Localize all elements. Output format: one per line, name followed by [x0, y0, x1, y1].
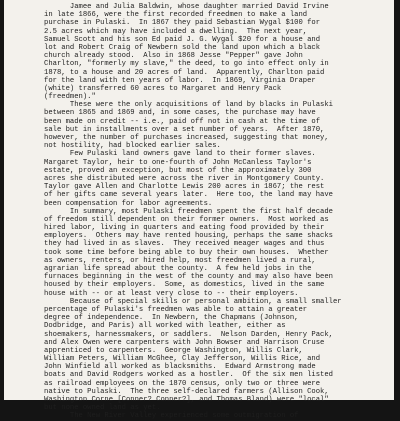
document-page: [4, 0, 394, 421]
text-line: hired labor, living in quarters and eating food provided by their: [44, 224, 325, 233]
text-line: took some time before being able to buy their own houses. Whether: [44, 248, 329, 257]
text-line: but none owned land as yet.: [44, 404, 161, 413]
text-line: purchase in Pulaski. In 1867 they paid Sebastian Wygal $100 for: [44, 19, 321, 28]
text-line: as owners, renters, or hired help, most freedmen lived a rural,: [44, 256, 316, 265]
text-line: been compensation for labor agreements.: [44, 199, 213, 208]
text-line: Margaret Taylor, heir to one-fourth of John McCanless Taylor's: [44, 158, 312, 167]
text-line: native to Pulaski. The three self-declared farmers (Allison Cook,: [44, 387, 329, 396]
text-line: furnaces beginning in the west of the county and may also have been: [44, 273, 333, 282]
text-line: for the land with ten years of labor. In 1869, Virginia Draper: [44, 76, 316, 85]
text-line: boats and David Rodgers worked as a hostler. Of the six men listed: [44, 371, 333, 380]
text-line: employers. Others may have rented housing, perhaps the same shacks: [44, 232, 333, 241]
text-line: John Winfield all worked as blacksmiths. Edward Armstrong made: [44, 363, 316, 372]
text-line: been made on credit -- i.e., paid off not in cash at the time of: [44, 117, 321, 126]
text-line: they had lived in as slaves. They received meager wages and thus: [44, 240, 325, 249]
text-line: degree of independence. In Newbern, the Chapmans (Johnson,: [44, 314, 299, 323]
text-line: Few Pulaski land owners gave land to their former slaves.: [44, 150, 316, 159]
text-line: as railroad employees on the 1870 census, only two or three were: [44, 379, 321, 388]
text-line: The New River Valley experienced some outmigration of: [44, 412, 299, 421]
text-line: house with -- or at least very close to -- their employers.: [44, 289, 299, 298]
text-line: between 1865 and 1869 and, in some cases, the purchase may have: [44, 109, 316, 118]
text-line: 1878, to a house and 20 acres of land. Apparently, Charlton paid: [44, 68, 325, 77]
text-line: however, the number of purchases increased, suggesting that money,: [44, 134, 329, 142]
text-line: shoemakers, harnessmakers, or saddlers. Nelson Darden, Henry Pack,: [44, 330, 333, 339]
text-line: estate, proved an exception, but most of the approximately 300: [44, 166, 312, 175]
text-line: percentage of Pulaski's freedmen was able to attain a greater: [44, 305, 308, 314]
text-line: Samuel Scott and his son Ed paid J. G. Wygal $20 for a house and: [44, 35, 321, 44]
text-line: housed by their employers. Some, as domestics, lived in the same: [44, 281, 325, 290]
text-line: 2.5 acres which may have included a dwelling. The next year,: [44, 27, 308, 36]
text-line: of freedom still dependent on their former owners. Most worked as: [44, 215, 329, 224]
text-line: William Peters, William McGhee, Clay Jefferson, Willis Rice, and: [44, 355, 321, 364]
text-line: sale but in installments over a set number of years. After 1870,: [44, 125, 325, 134]
text-line: Washington Corne [Conner? Conner?], and Thomas Bland) were "local": [44, 396, 329, 404]
text-line: These were the only acquisitions of land by blacks in Pulaski: [44, 101, 333, 110]
text-line: Because of special skills or personal ambition, a small smaller: [44, 297, 342, 306]
text-line: acres she distributed were across the river in Montgomery County.: [44, 174, 325, 183]
text-line: In summary, most Pulaski freedmen spent the first half decade: [44, 207, 333, 216]
text-line: apprenticed to carpenters. George Washington, Willis Clark,: [44, 346, 303, 355]
text-line: Dodbridge, and Paris) all worked with leather, either as: [44, 322, 286, 331]
text-line: church already stood. Also in 1868 Jesse "Pepper" gave John: [44, 52, 303, 61]
text-line: not hostility, had blocked earlier sales.: [44, 142, 221, 151]
text-line: lot and Robert Craig of Newbern sold the land upon which a black: [44, 43, 321, 52]
text-line: of her gifts came several years later. Here too, the land may have: [44, 191, 333, 200]
text-line: Charlton, "formerly my slave," the deed, to go into effect only in: [44, 60, 329, 69]
text-line: (freedmen).": [44, 93, 96, 102]
text-line: and Alex Owen were carpenters with John Bowser and Harrison Cruse: [44, 338, 325, 347]
text-line: Jamee and Julia Baldwin, whose daughter married David Irvine: [44, 3, 329, 11]
text-line: Taylor gave Allen and Charlotte Lewis 200 acres in 1867; the rest: [44, 183, 325, 192]
document-body: [44, 3, 376, 421]
text-line: agrarian life spread about the county. A few held jobs in the: [44, 265, 312, 273]
text-line: in late 1866, were the first recorded freedmen to make a land: [44, 11, 308, 20]
text-line: (white) transferred 60 acres to Margaret and Henry Pack: [44, 84, 282, 93]
